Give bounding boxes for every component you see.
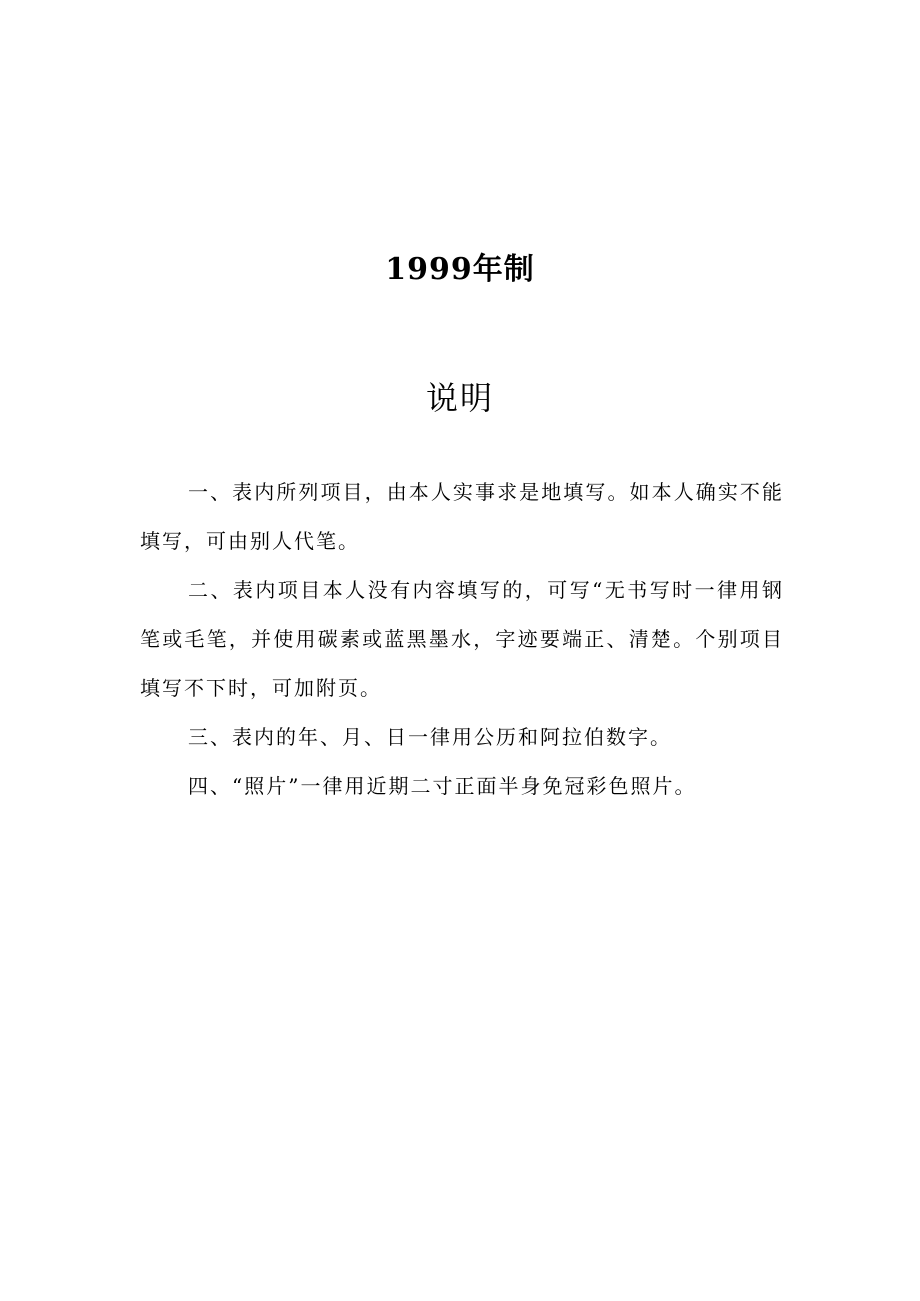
section-title: 说明 bbox=[425, 379, 494, 417]
year-title: 1999年制 bbox=[385, 252, 535, 287]
instruction-paragraph-1: 一、表内所列项目，由本人实事求是地填写。如本人确实不能填写，可由别人代笔。 bbox=[140, 480, 784, 553]
instruction-paragraph-3: 三、表内的年、月、日一律用公历和阿拉伯数字。 bbox=[188, 725, 672, 749]
instruction-paragraph-4: 四、“照片”一律用近期二寸正面半身免冠彩色照片。 bbox=[188, 774, 697, 798]
instructions-body bbox=[140, 468, 784, 811]
instruction-paragraph-2: 二、表内项目本人没有内容填写的，可写“无书写时一律用钢笔或毛笔，并使用碳素或蓝黑墨水，字迹要端正、清楚。个别项目填写不下时，可加附页。 bbox=[140, 578, 784, 700]
